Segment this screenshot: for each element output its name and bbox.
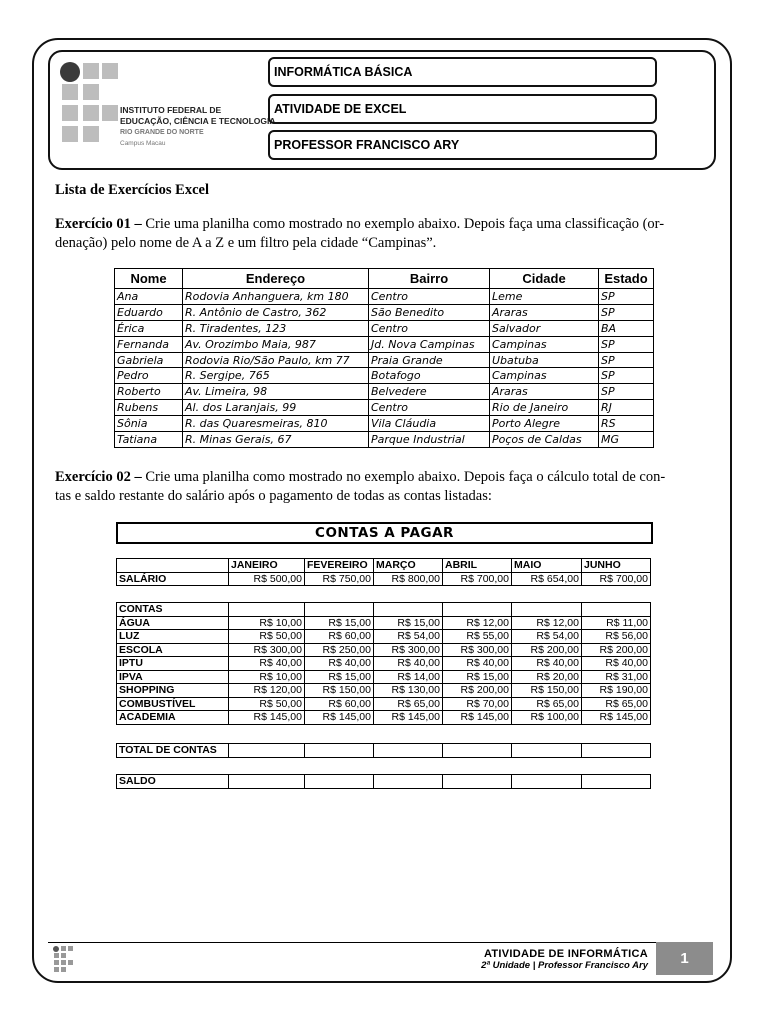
bill-value: R$ 60,00 — [305, 630, 374, 644]
table-cell — [305, 603, 374, 617]
page-frame — [32, 38, 732, 983]
bill-value: R$ 54,00 — [512, 630, 582, 644]
table-cell: Botafogo — [369, 368, 490, 384]
row-label: ESCOLA — [117, 643, 229, 657]
table-cell: R. Tiradentes, 123 — [183, 320, 369, 336]
bill-value: R$ 10,00 — [229, 616, 305, 630]
salary-value: R$ 700,00 — [443, 572, 512, 586]
bill-value: R$ 300,00 — [374, 643, 443, 657]
table-cell: Centro — [369, 400, 490, 416]
months-row — [117, 559, 651, 573]
footer-text — [481, 948, 648, 971]
bill-value: R$ 20,00 — [512, 670, 582, 684]
total-value — [305, 744, 374, 758]
bill-value: R$ 190,00 — [582, 684, 651, 698]
bill-value: R$ 200,00 — [582, 643, 651, 657]
bill-value: R$ 31,00 — [582, 670, 651, 684]
saldo-value — [305, 775, 374, 789]
column-header: Nome — [115, 269, 183, 289]
row-label: ÁGUA — [117, 616, 229, 630]
bill-value: R$ 200,00 — [512, 643, 582, 657]
bill-value: R$ 250,00 — [305, 643, 374, 657]
month-header: JANEIRO — [229, 559, 305, 573]
bill-row — [117, 657, 651, 671]
bill-row — [117, 684, 651, 698]
table-cell: Eduardo — [115, 304, 183, 320]
month-header: FEVEREIRO — [305, 559, 374, 573]
table-cell: Ana — [115, 289, 183, 305]
list-title: Lista de Exercícios Excel — [55, 182, 209, 198]
institution-line1: INSTITUTO FEDERAL DE — [120, 105, 222, 115]
saldo-value — [443, 775, 512, 789]
table-row — [115, 336, 654, 352]
footer-logo — [53, 946, 75, 972]
bill-row — [117, 616, 651, 630]
bill-value: R$ 11,00 — [582, 616, 651, 630]
bill-value: R$ 12,00 — [443, 616, 512, 630]
table-cell — [582, 603, 651, 617]
bill-value: R$ 300,00 — [229, 643, 305, 657]
table-cell: SP — [599, 384, 654, 400]
bill-value: R$ 40,00 — [374, 657, 443, 671]
table-cell: Campinas — [490, 336, 599, 352]
total-value — [512, 744, 582, 758]
total-table — [116, 743, 651, 758]
institution-name — [120, 105, 276, 149]
bill-value: R$ 14,00 — [374, 670, 443, 684]
total-row — [117, 744, 651, 758]
month-header: MARÇO — [374, 559, 443, 573]
salary-value: R$ 750,00 — [305, 572, 374, 586]
table-cell: Parque Industrial — [369, 432, 490, 448]
row-label: SALDO — [117, 775, 229, 789]
salary-row — [117, 572, 651, 586]
table-cell: SP — [599, 352, 654, 368]
table-cell: Belvedere — [369, 384, 490, 400]
table-cell: Rodovia Anhanguera, km 180 — [183, 289, 369, 305]
column-header: Endereço — [183, 269, 369, 289]
institution-logo — [60, 62, 118, 152]
saldo-value — [374, 775, 443, 789]
saldo-table — [116, 774, 651, 789]
table-cell: RS — [599, 416, 654, 432]
footer-title: ATIVIDADE DE INFORMÁTICA — [483, 948, 648, 960]
table-cell: BA — [599, 320, 654, 336]
bill-value: R$ 70,00 — [443, 697, 512, 711]
course-box: INFORMÁTICA BÁSICA — [268, 57, 657, 87]
table-row — [115, 400, 654, 416]
table-cell: Centro — [369, 320, 490, 336]
table-cell: Fernanda — [115, 336, 183, 352]
bill-value: R$ 40,00 — [582, 657, 651, 671]
column-header: Bairro — [369, 269, 490, 289]
table-cell: Araras — [490, 384, 599, 400]
table-cell: SP — [599, 336, 654, 352]
row-label: IPVA — [117, 670, 229, 684]
exercise-2-text: Exercício 02 – Crie uma planilha como mostrado no exemplo abaixo. Depois faça o cálculo total de con- tas e saldo restante do salário após o pagamento de todas as contas listadas: — [55, 469, 666, 504]
table-row — [115, 368, 654, 384]
column-header: Estado — [599, 269, 654, 289]
table-cell — [229, 603, 305, 617]
bill-value: R$ 145,00 — [305, 711, 374, 725]
table-cell: Porto Alegre — [490, 416, 599, 432]
table-cell: Sônia — [115, 416, 183, 432]
exercise-1-label: Exercício 01 – — [55, 216, 142, 232]
bill-value: R$ 15,00 — [374, 616, 443, 630]
table-cell: SP — [599, 289, 654, 305]
bill-value: R$ 15,00 — [305, 670, 374, 684]
table-cell: Av. Limeira, 98 — [183, 384, 369, 400]
row-label: ACADEMIA — [117, 711, 229, 725]
total-value — [582, 744, 651, 758]
table-cell: Rodovia Rio/São Paulo, km 77 — [183, 352, 369, 368]
table-row — [115, 304, 654, 320]
activity-box: ATIVIDADE DE EXCEL — [268, 94, 657, 124]
table-cell: Jd. Nova Campinas — [369, 336, 490, 352]
table-cell — [374, 603, 443, 617]
row-label: SALÁRIO — [117, 572, 229, 586]
bill-value: R$ 130,00 — [374, 684, 443, 698]
bill-value: R$ 40,00 — [229, 657, 305, 671]
table-cell: R. Minas Gerais, 67 — [183, 432, 369, 448]
table-cell: Av. Orozimbo Maia, 987 — [183, 336, 369, 352]
bill-value: R$ 65,00 — [374, 697, 443, 711]
bill-value: R$ 145,00 — [374, 711, 443, 725]
table-cell: Ubatuba — [490, 352, 599, 368]
salary-value: R$ 654,00 — [512, 572, 582, 586]
bill-row — [117, 670, 651, 684]
institution-line2: EDUCAÇÃO, CIÊNCIA E TECNOLOGIA — [120, 116, 276, 126]
professor-box: PROFESSOR FRANCISCO ARY — [268, 130, 657, 160]
bill-value: R$ 65,00 — [582, 697, 651, 711]
table-cell: Centro — [369, 289, 490, 305]
table-cell — [117, 559, 229, 573]
bill-value: R$ 40,00 — [305, 657, 374, 671]
table-cell: Gabriela — [115, 352, 183, 368]
table-row — [115, 320, 654, 336]
exercise-1-text: Exercício 01 – Crie uma planilha como mostrado no exemplo abaixo. Depois faça uma classificação (or- denação) pelo nome de A a Z e um filtro pela cidade “Campinas”. — [55, 216, 665, 251]
salary-table — [116, 558, 651, 586]
bill-value: R$ 55,00 — [443, 630, 512, 644]
bill-value: R$ 40,00 — [512, 657, 582, 671]
month-header: JUNHO — [582, 559, 651, 573]
table-cell: Praia Grande — [369, 352, 490, 368]
bill-row — [117, 697, 651, 711]
table-cell: SP — [599, 304, 654, 320]
salary-value: R$ 700,00 — [582, 572, 651, 586]
table-cell: Pedro — [115, 368, 183, 384]
footer-subtitle: 2ª Unidade | Professor Francisco Ary — [481, 960, 648, 971]
table-cell: Érica — [115, 320, 183, 336]
table-cell: R. das Quaresmeiras, 810 — [183, 416, 369, 432]
bill-value: R$ 150,00 — [305, 684, 374, 698]
row-label: SHOPPING — [117, 684, 229, 698]
salary-value: R$ 800,00 — [374, 572, 443, 586]
table-row — [115, 352, 654, 368]
total-value — [443, 744, 512, 758]
table-cell — [443, 603, 512, 617]
table-cell: MG — [599, 432, 654, 448]
bills-table — [116, 602, 651, 725]
table-cell: RJ — [599, 400, 654, 416]
table-row — [115, 432, 654, 448]
table-cell: Rubens — [115, 400, 183, 416]
page-number: 1 — [656, 942, 713, 975]
row-label: CONTAS — [117, 603, 229, 617]
table-cell: R. Antônio de Castro, 362 — [183, 304, 369, 320]
table-cell — [512, 603, 582, 617]
institution-line3: RIO GRANDE DO NORTE — [120, 129, 204, 136]
month-header: ABRIL — [443, 559, 512, 573]
bill-value: R$ 100,00 — [512, 711, 582, 725]
saldo-value — [512, 775, 582, 789]
row-label: TOTAL DE CONTAS — [117, 744, 229, 758]
bill-value: R$ 120,00 — [229, 684, 305, 698]
bill-value: R$ 10,00 — [229, 670, 305, 684]
bill-row — [117, 643, 651, 657]
table-row — [115, 416, 654, 432]
saldo-row — [117, 775, 651, 789]
exercise-2-label: Exercício 02 – — [55, 469, 142, 485]
bill-value: R$ 300,00 — [443, 643, 512, 657]
bill-value: R$ 145,00 — [229, 711, 305, 725]
bill-value: R$ 145,00 — [443, 711, 512, 725]
salary-value: R$ 500,00 — [229, 572, 305, 586]
table-cell: Rio de Janeiro — [490, 400, 599, 416]
bill-value: R$ 54,00 — [374, 630, 443, 644]
saldo-value — [582, 775, 651, 789]
table-cell: Al. dos Laranjais, 99 — [183, 400, 369, 416]
table-cell: Campinas — [490, 368, 599, 384]
bill-value: R$ 12,00 — [512, 616, 582, 630]
bill-row — [117, 630, 651, 644]
bill-value: R$ 60,00 — [305, 697, 374, 711]
row-label: IPTU — [117, 657, 229, 671]
bill-value: R$ 40,00 — [443, 657, 512, 671]
table-cell: Salvador — [490, 320, 599, 336]
table-cell: Roberto — [115, 384, 183, 400]
addresses-table — [114, 268, 654, 448]
table-cell: Araras — [490, 304, 599, 320]
row-label: LUZ — [117, 630, 229, 644]
table-cell: Vila Cláudia — [369, 416, 490, 432]
contas-header-row — [117, 603, 651, 617]
table-cell: Poços de Caldas — [490, 432, 599, 448]
bill-value: R$ 200,00 — [443, 684, 512, 698]
bill-value: R$ 50,00 — [229, 697, 305, 711]
table-cell: R. Sergipe, 765 — [183, 368, 369, 384]
table-cell: SP — [599, 368, 654, 384]
table-row — [115, 289, 654, 305]
total-value — [374, 744, 443, 758]
table-cell: São Benedito — [369, 304, 490, 320]
month-header: MAIO — [512, 559, 582, 573]
bill-value: R$ 150,00 — [512, 684, 582, 698]
saldo-value — [229, 775, 305, 789]
table-cell: Tatiana — [115, 432, 183, 448]
column-header: Cidade — [490, 269, 599, 289]
bill-value: R$ 50,00 — [229, 630, 305, 644]
table-cell: Leme — [490, 289, 599, 305]
footer-divider — [48, 942, 656, 943]
bill-value: R$ 56,00 — [582, 630, 651, 644]
bill-value: R$ 65,00 — [512, 697, 582, 711]
total-value — [229, 744, 305, 758]
institution-campus: Campus Macau — [120, 140, 166, 147]
bill-value: R$ 15,00 — [305, 616, 374, 630]
bill-row — [117, 711, 651, 725]
row-label: COMBUSTÍVEL — [117, 697, 229, 711]
contas-title: CONTAS A PAGAR — [116, 522, 653, 544]
table-row — [115, 384, 654, 400]
bill-value: R$ 15,00 — [443, 670, 512, 684]
bill-value: R$ 145,00 — [582, 711, 651, 725]
